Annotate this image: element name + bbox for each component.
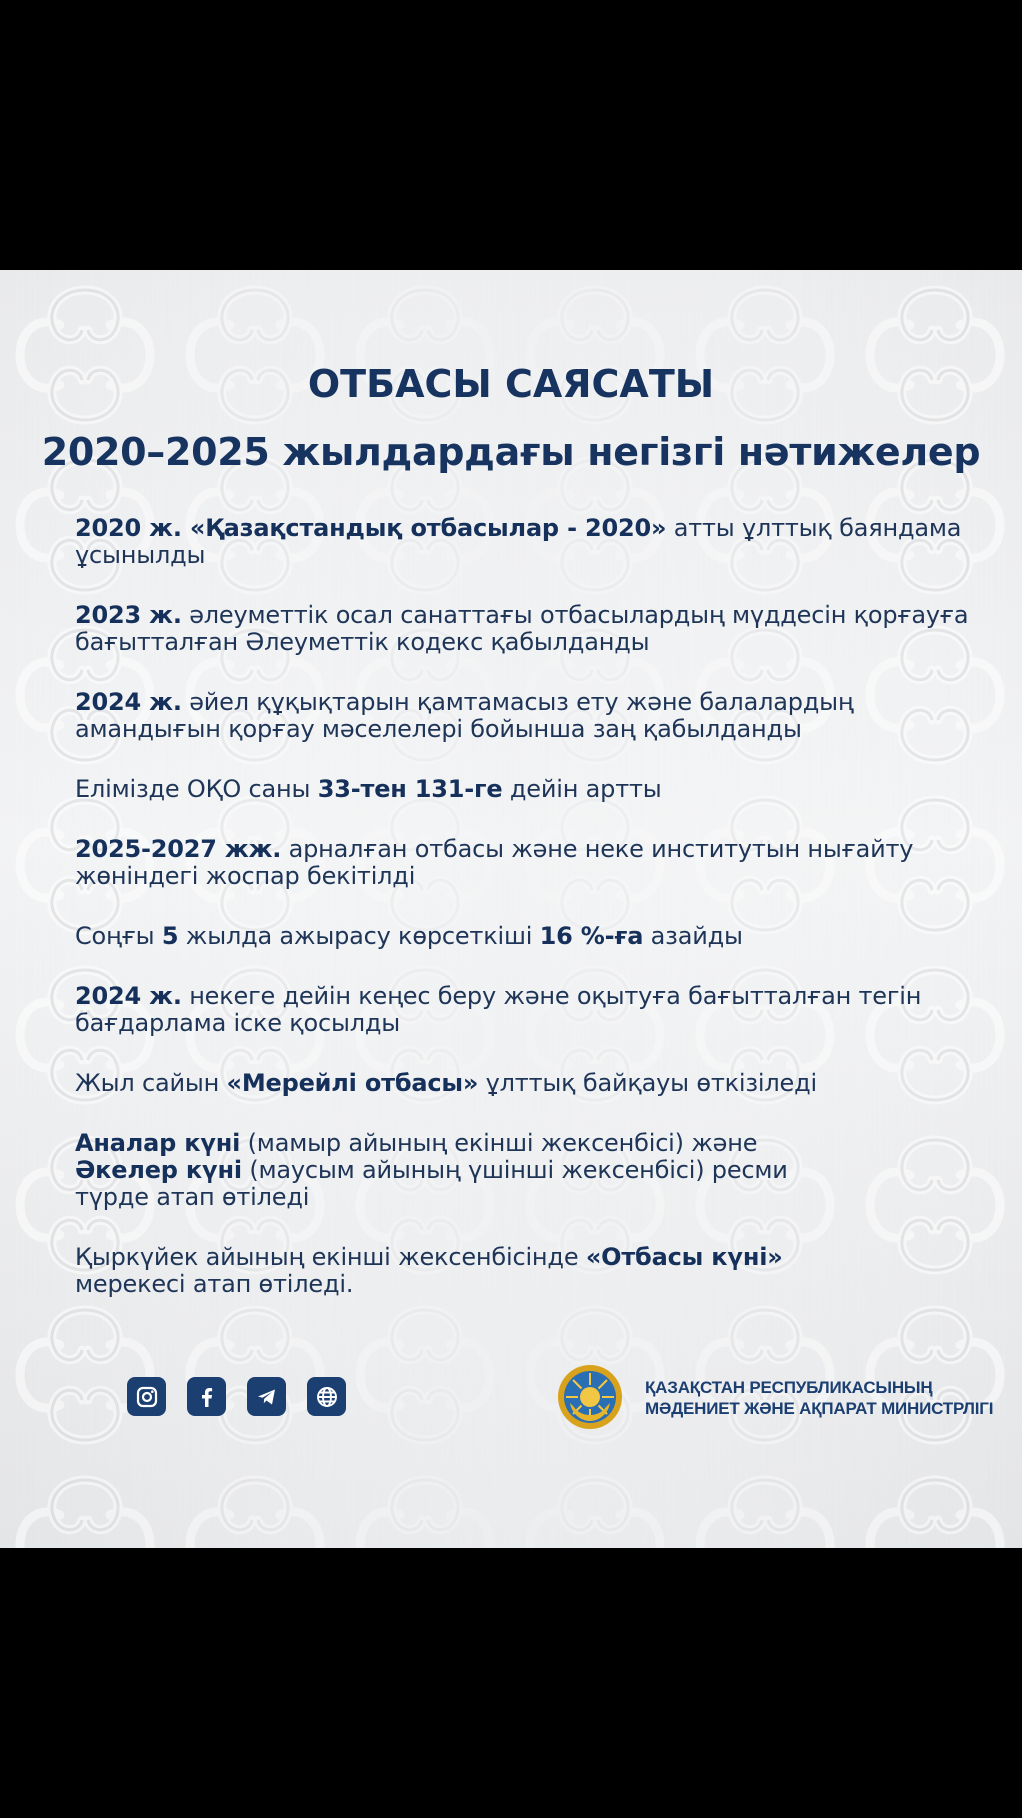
list-item: 2024 ж. әйел құқықтарын қамтамасыз ету және балалардың амандығын қорғау мәселелері бойынша заң қабылданды <box>75 688 854 743</box>
list-item: 2025-2027 жж. арналған отбасы және неке институтын нығайту жөніндегі жоспар бекітілді <box>75 835 914 890</box>
list-item: 2024 ж. некеге дейін кеңес беру және оқытуға бағытталған тегін бағдарлама іске қосылды <box>75 982 922 1037</box>
ministry-name: ҚАЗАҚСТАН РЕСПУБЛИКАСЫНЫҢ МӘДЕНИЕТ ЖӘНЕ АҚПАРАТ МИНИСТРЛІГІ <box>645 1378 994 1418</box>
info-card <box>0 270 1022 1548</box>
list-item: Жыл сайын «Мерейлі отбасы» ұлттық байқауы өткізіледі <box>75 1069 817 1097</box>
list-item: 2023 ж. әлеуметтік осал санаттағы отбасылардың мүддесін қорғауға бағытталған Әлеуметтік кодекс қабылданды <box>75 601 969 656</box>
state-emblem-icon <box>556 1363 624 1431</box>
instagram-icon[interactable] <box>127 1377 166 1416</box>
globe-icon[interactable] <box>307 1377 346 1416</box>
list-item: Аналар күні (мамыр айының екінші жексенбісі) және Әкелер күні (маусым айының үшінші жексенбісі) ресми түрде атап өтіледі <box>75 1129 788 1211</box>
results-list <box>75 515 975 1331</box>
facebook-icon[interactable] <box>187 1377 226 1416</box>
list-item: Елімізде ОҚО саны 33-тен 131-ге дейін артты <box>75 775 662 803</box>
page-title: ОТБАСЫ САЯСАТЫ <box>307 362 715 406</box>
page-subtitle: 2020–2025 жылдардағы негізгі нәтижелер <box>41 430 981 474</box>
list-item: Қыркүйек айының екінші жексенбісінде «Отбасы күні» мерекесі атап өтіледі. <box>75 1243 783 1298</box>
list-item: 2020 ж. «Қазақстандық отбасылар - 2020» атты ұлттық баяндама ұсынылды <box>75 514 962 569</box>
telegram-icon[interactable] <box>247 1377 286 1416</box>
list-item: Соңғы 5 жылда ажырасу көрсеткіші 16 %-ға азайды <box>75 922 743 950</box>
social-links <box>127 1377 346 1416</box>
